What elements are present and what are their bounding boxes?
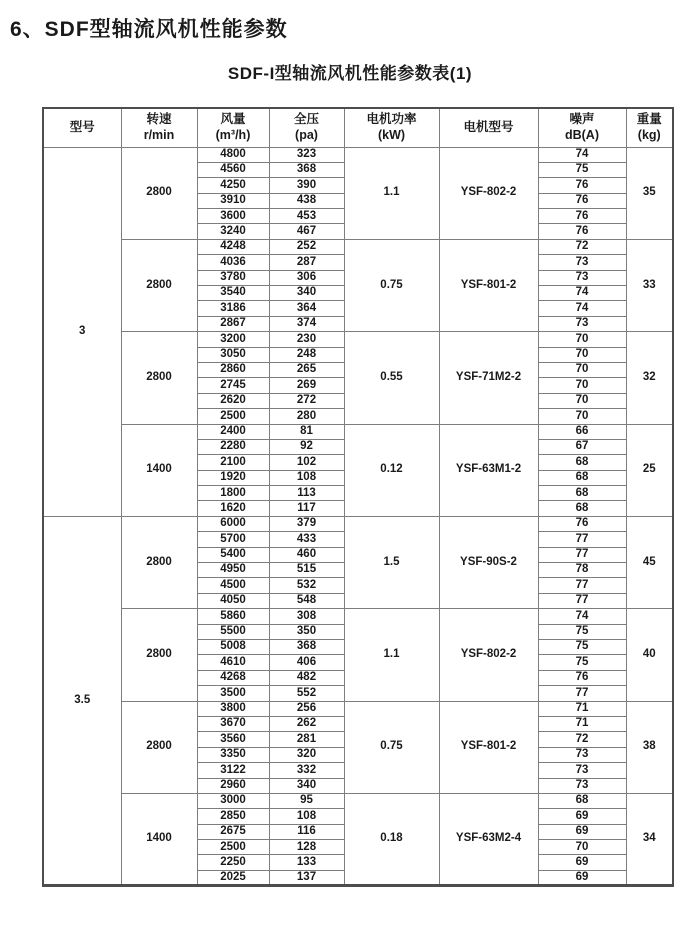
noise-cell: 77 — [538, 686, 626, 701]
noise-cell: 70 — [538, 840, 626, 855]
airflow-cell: 3780 — [197, 270, 269, 285]
weight-cell: 45 — [626, 516, 673, 608]
motor-cell: YSF-802-2 — [439, 609, 538, 701]
airflow-cell: 4610 — [197, 655, 269, 670]
pressure-cell: 269 — [269, 378, 344, 393]
noise-cell: 70 — [538, 362, 626, 377]
airflow-cell: 2867 — [197, 316, 269, 331]
noise-cell: 74 — [538, 147, 626, 162]
power-cell: 1.1 — [344, 147, 439, 239]
power-cell: 0.18 — [344, 793, 439, 885]
pressure-cell: 390 — [269, 178, 344, 193]
airflow-cell: 2500 — [197, 409, 269, 424]
pressure-cell: 265 — [269, 362, 344, 377]
table-row — [43, 424, 673, 439]
speed-cell: 1400 — [121, 424, 197, 516]
airflow-cell: 3560 — [197, 732, 269, 747]
noise-cell: 67 — [538, 439, 626, 454]
airflow-cell: 4250 — [197, 178, 269, 193]
airflow-cell: 3910 — [197, 193, 269, 208]
weight-cell: 33 — [626, 239, 673, 331]
table-title: SDF-I型轴流风机性能参数表(1) — [227, 64, 473, 83]
airflow-cell: 5008 — [197, 640, 269, 655]
noise-cell: 70 — [538, 347, 626, 362]
noise-cell: 66 — [538, 424, 626, 439]
airflow-cell: 3600 — [197, 209, 269, 224]
pressure-cell: 467 — [269, 224, 344, 239]
power-cell: 0.55 — [344, 332, 439, 424]
pressure-cell: 248 — [269, 347, 344, 362]
noise-cell: 70 — [538, 409, 626, 424]
airflow-cell: 3800 — [197, 701, 269, 716]
col-header-weight: 重量 (kg) — [626, 108, 673, 147]
noise-cell: 73 — [538, 316, 626, 331]
pressure-cell: 379 — [269, 516, 344, 531]
airflow-cell: 1920 — [197, 470, 269, 485]
col-header-noise: 噪声 dB(A) — [538, 108, 626, 147]
noise-cell: 73 — [538, 255, 626, 270]
airflow-cell: 3200 — [197, 332, 269, 347]
airflow-cell: 2620 — [197, 393, 269, 408]
noise-cell: 77 — [538, 593, 626, 608]
noise-cell: 70 — [538, 378, 626, 393]
airflow-cell: 5700 — [197, 532, 269, 547]
pressure-cell: 287 — [269, 255, 344, 270]
table-row — [43, 793, 673, 808]
speed-cell: 2800 — [121, 332, 197, 424]
pressure-cell: 320 — [269, 747, 344, 762]
pressure-cell: 262 — [269, 716, 344, 731]
pressure-cell: 306 — [269, 270, 344, 285]
airflow-cell: 4500 — [197, 578, 269, 593]
weight-cell: 32 — [626, 332, 673, 424]
pressure-cell: 350 — [269, 624, 344, 639]
pressure-cell: 256 — [269, 701, 344, 716]
pressure-cell: 515 — [269, 563, 344, 578]
pressure-cell: 368 — [269, 640, 344, 655]
airflow-cell: 2675 — [197, 824, 269, 839]
noise-cell: 73 — [538, 270, 626, 285]
airflow-cell: 4800 — [197, 147, 269, 162]
pressure-cell: 95 — [269, 793, 344, 808]
pressure-cell: 308 — [269, 609, 344, 624]
table-row — [43, 239, 673, 254]
noise-cell: 69 — [538, 855, 626, 870]
table-header — [43, 108, 673, 147]
noise-cell: 71 — [538, 701, 626, 716]
airflow-cell: 1620 — [197, 501, 269, 516]
airflow-cell: 6000 — [197, 516, 269, 531]
pressure-cell: 280 — [269, 409, 344, 424]
motor-cell: YSF-801-2 — [439, 701, 538, 793]
section-title: 6、SDF型轴流风机性能参数 — [10, 18, 288, 41]
model-cell: 3 — [43, 147, 121, 516]
airflow-cell: 2850 — [197, 809, 269, 824]
pressure-cell: 532 — [269, 578, 344, 593]
table-row — [43, 609, 673, 624]
power-cell: 0.75 — [344, 239, 439, 331]
airflow-cell: 4248 — [197, 239, 269, 254]
pressure-cell: 548 — [269, 593, 344, 608]
noise-cell: 77 — [538, 532, 626, 547]
pressure-cell: 133 — [269, 855, 344, 870]
noise-cell: 68 — [538, 455, 626, 470]
weight-cell: 25 — [626, 424, 673, 516]
noise-cell: 74 — [538, 609, 626, 624]
model-cell: 3.5 — [43, 516, 121, 885]
pressure-cell: 272 — [269, 393, 344, 408]
pressure-cell: 552 — [269, 686, 344, 701]
airflow-cell: 4950 — [197, 563, 269, 578]
pressure-cell: 364 — [269, 301, 344, 316]
weight-cell: 35 — [626, 147, 673, 239]
col-header-model: 型号 — [43, 108, 121, 147]
noise-cell: 73 — [538, 778, 626, 793]
pressure-cell: 108 — [269, 809, 344, 824]
airflow-cell: 3050 — [197, 347, 269, 362]
motor-cell: YSF-71M2-2 — [439, 332, 538, 424]
header-row — [43, 108, 673, 147]
noise-cell: 75 — [538, 162, 626, 177]
noise-cell: 76 — [538, 516, 626, 531]
pressure-cell: 460 — [269, 547, 344, 562]
noise-cell: 69 — [538, 824, 626, 839]
noise-cell: 76 — [538, 224, 626, 239]
pressure-cell: 332 — [269, 763, 344, 778]
table-row — [43, 701, 673, 716]
col-header-power: 电机功率 (kW) — [344, 108, 439, 147]
noise-cell: 76 — [538, 209, 626, 224]
pressure-cell: 281 — [269, 732, 344, 747]
weight-cell: 38 — [626, 701, 673, 793]
pressure-cell: 433 — [269, 532, 344, 547]
motor-cell: YSF-90S-2 — [439, 516, 538, 608]
noise-cell: 74 — [538, 286, 626, 301]
airflow-cell: 2500 — [197, 840, 269, 855]
airflow-cell: 3540 — [197, 286, 269, 301]
noise-cell: 76 — [538, 670, 626, 685]
noise-cell: 72 — [538, 732, 626, 747]
motor-cell: YSF-801-2 — [439, 239, 538, 331]
airflow-cell: 3000 — [197, 793, 269, 808]
noise-cell: 75 — [538, 655, 626, 670]
airflow-cell: 3240 — [197, 224, 269, 239]
airflow-cell: 3670 — [197, 716, 269, 731]
pressure-cell: 453 — [269, 209, 344, 224]
pressure-cell: 340 — [269, 286, 344, 301]
motor-cell: YSF-802-2 — [439, 147, 538, 239]
pressure-cell: 230 — [269, 332, 344, 347]
airflow-cell: 3122 — [197, 763, 269, 778]
noise-cell: 77 — [538, 578, 626, 593]
speed-cell: 2800 — [121, 239, 197, 331]
power-cell: 1.1 — [344, 609, 439, 701]
airflow-cell: 2400 — [197, 424, 269, 439]
airflow-cell: 2100 — [197, 455, 269, 470]
pressure-cell: 340 — [269, 778, 344, 793]
noise-cell: 69 — [538, 870, 626, 885]
noise-cell: 78 — [538, 563, 626, 578]
motor-cell: YSF-63M2-4 — [439, 793, 538, 885]
noise-cell: 71 — [538, 716, 626, 731]
airflow-cell: 3500 — [197, 686, 269, 701]
pressure-cell: 252 — [269, 239, 344, 254]
pressure-cell: 374 — [269, 316, 344, 331]
pressure-cell: 108 — [269, 470, 344, 485]
speed-cell: 2800 — [121, 147, 197, 239]
table-row — [43, 147, 673, 162]
airflow-cell: 5400 — [197, 547, 269, 562]
airflow-cell: 3186 — [197, 301, 269, 316]
noise-cell: 73 — [538, 747, 626, 762]
pressure-cell: 113 — [269, 486, 344, 501]
table-wrapper — [42, 107, 674, 887]
airflow-cell: 2025 — [197, 870, 269, 885]
pressure-cell: 128 — [269, 840, 344, 855]
pressure-cell: 117 — [269, 501, 344, 516]
table-row — [43, 516, 673, 531]
airflow-cell: 4560 — [197, 162, 269, 177]
airflow-cell: 1800 — [197, 486, 269, 501]
noise-cell: 73 — [538, 763, 626, 778]
weight-cell: 40 — [626, 609, 673, 701]
noise-cell: 72 — [538, 239, 626, 254]
noise-cell: 68 — [538, 486, 626, 501]
noise-cell: 68 — [538, 793, 626, 808]
speed-cell: 2800 — [121, 701, 197, 793]
airflow-cell: 4036 — [197, 255, 269, 270]
speed-cell: 2800 — [121, 516, 197, 608]
noise-cell: 75 — [538, 640, 626, 655]
col-header-airflow: 风量 (m³/h) — [197, 108, 269, 147]
noise-cell: 74 — [538, 301, 626, 316]
airflow-cell: 2280 — [197, 439, 269, 454]
col-header-pressure: 全压 (pa) — [269, 108, 344, 147]
weight-cell: 34 — [626, 793, 673, 885]
pressure-cell: 81 — [269, 424, 344, 439]
table-body — [43, 147, 673, 886]
power-cell: 0.12 — [344, 424, 439, 516]
pressure-cell: 102 — [269, 455, 344, 470]
airflow-cell: 3350 — [197, 747, 269, 762]
noise-cell: 76 — [538, 193, 626, 208]
col-header-motor: 电机型号 — [439, 108, 538, 147]
noise-cell: 75 — [538, 624, 626, 639]
noise-cell: 70 — [538, 332, 626, 347]
airflow-cell: 4268 — [197, 670, 269, 685]
airflow-cell: 2745 — [197, 378, 269, 393]
noise-cell: 77 — [538, 547, 626, 562]
noise-cell: 76 — [538, 178, 626, 193]
airflow-cell: 2860 — [197, 362, 269, 377]
table-row — [43, 332, 673, 347]
noise-cell: 68 — [538, 470, 626, 485]
power-cell: 1.5 — [344, 516, 439, 608]
pressure-cell: 137 — [269, 870, 344, 885]
power-cell: 0.75 — [344, 701, 439, 793]
pressure-cell: 323 — [269, 147, 344, 162]
speed-cell: 1400 — [121, 793, 197, 885]
airflow-cell: 2250 — [197, 855, 269, 870]
noise-cell: 69 — [538, 809, 626, 824]
pressure-cell: 92 — [269, 439, 344, 454]
col-header-speed: 转速 r/min — [121, 108, 197, 147]
airflow-cell: 4050 — [197, 593, 269, 608]
pressure-cell: 438 — [269, 193, 344, 208]
pressure-cell: 368 — [269, 162, 344, 177]
motor-cell: YSF-63M1-2 — [439, 424, 538, 516]
pressure-cell: 482 — [269, 670, 344, 685]
speed-cell: 2800 — [121, 609, 197, 701]
airflow-cell: 5500 — [197, 624, 269, 639]
performance-table — [42, 107, 674, 887]
noise-cell: 68 — [538, 501, 626, 516]
pressure-cell: 406 — [269, 655, 344, 670]
airflow-cell: 2960 — [197, 778, 269, 793]
airflow-cell: 5860 — [197, 609, 269, 624]
noise-cell: 70 — [538, 393, 626, 408]
pressure-cell: 116 — [269, 824, 344, 839]
